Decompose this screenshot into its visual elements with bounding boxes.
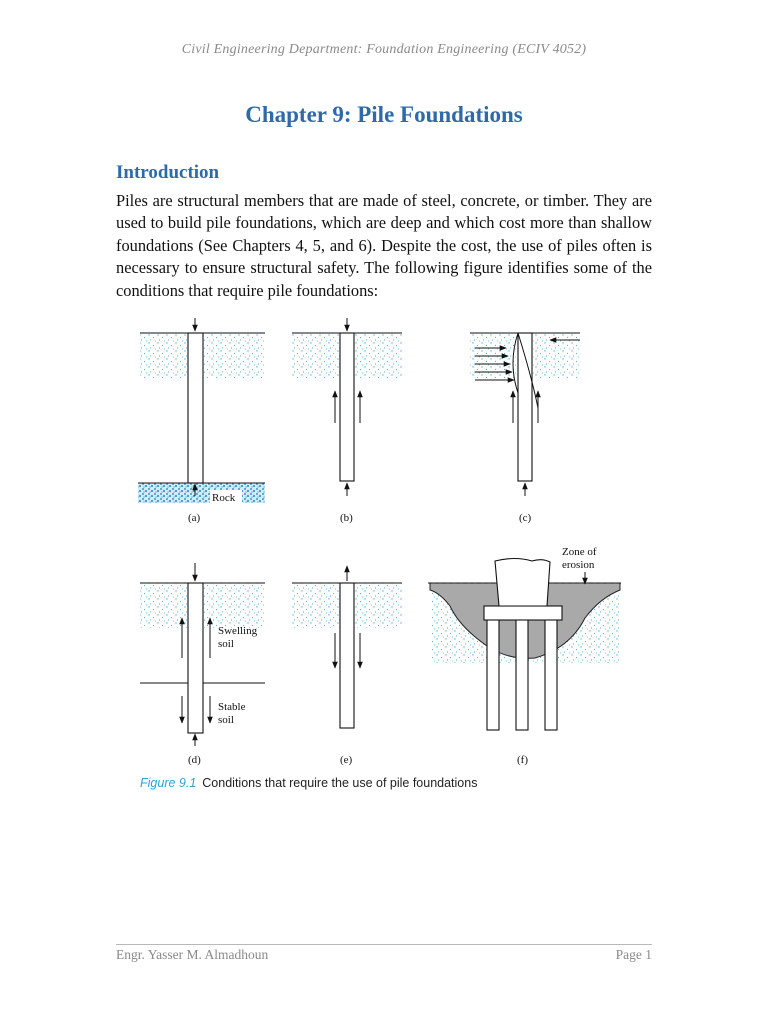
- erosion-label-2: erosion: [562, 559, 595, 571]
- panel-label-a: (a): [188, 512, 201, 524]
- pile-conditions-figure: [130, 318, 630, 775]
- panel-b: [292, 318, 402, 524]
- swelling-label-2: soil: [218, 638, 234, 650]
- panel-e: [292, 566, 402, 766]
- footer-page-number: Page 1: [615, 947, 652, 962]
- stable-label-2: soil: [218, 714, 234, 726]
- panel-label-d: (d): [188, 754, 201, 766]
- intro-paragraph: Piles are structural members that are made of steel, concrete, or timber. They are used to build pile foundations, which are deep and which cost more than shallow foundations (See Chapters 4, 5, and 6). Despite the cost, the use of piles often is necessary to ensure structural safety. The following figure identifies some of the conditions that require pile foundations:: [116, 191, 652, 300]
- panel-label-e: (e): [340, 754, 353, 766]
- figure-caption: [140, 776, 477, 790]
- panel-label-f: (f): [517, 754, 528, 766]
- rock-label: Rock: [212, 492, 236, 504]
- section-heading: Introduction: [116, 162, 220, 183]
- pile: [340, 583, 354, 728]
- pile: [188, 333, 203, 483]
- pile: [340, 333, 354, 481]
- caption-text: Conditions that require the use of pile foundations: [202, 776, 478, 790]
- pile: [188, 583, 203, 733]
- panel-label-c: (c): [519, 512, 532, 524]
- pile: [487, 618, 499, 730]
- panel-f: [428, 546, 622, 766]
- panel-d: [140, 563, 265, 766]
- swelling-label: Swelling: [218, 625, 258, 637]
- footer-author: Engr. Yasser M. Almadhoun: [116, 947, 269, 962]
- pier-column: [495, 559, 550, 607]
- rock-layer: [138, 483, 265, 503]
- stable-label: Stable: [218, 701, 246, 713]
- panel-label-b: (b): [340, 512, 353, 524]
- pile: [516, 618, 528, 730]
- erosion-label: Zone of: [562, 546, 597, 558]
- chapter-title: Chapter 9: Pile Foundations: [245, 102, 523, 127]
- running-header: Civil Engineering Department: Foundation Engineering (ECIV 4052): [181, 42, 587, 57]
- pile: [545, 618, 557, 730]
- panel-a: [138, 318, 265, 524]
- footer-divider: [116, 944, 652, 945]
- figure-number: Figure 9.1: [140, 776, 197, 790]
- panel-c: [470, 333, 580, 524]
- pile-cap: [484, 606, 562, 620]
